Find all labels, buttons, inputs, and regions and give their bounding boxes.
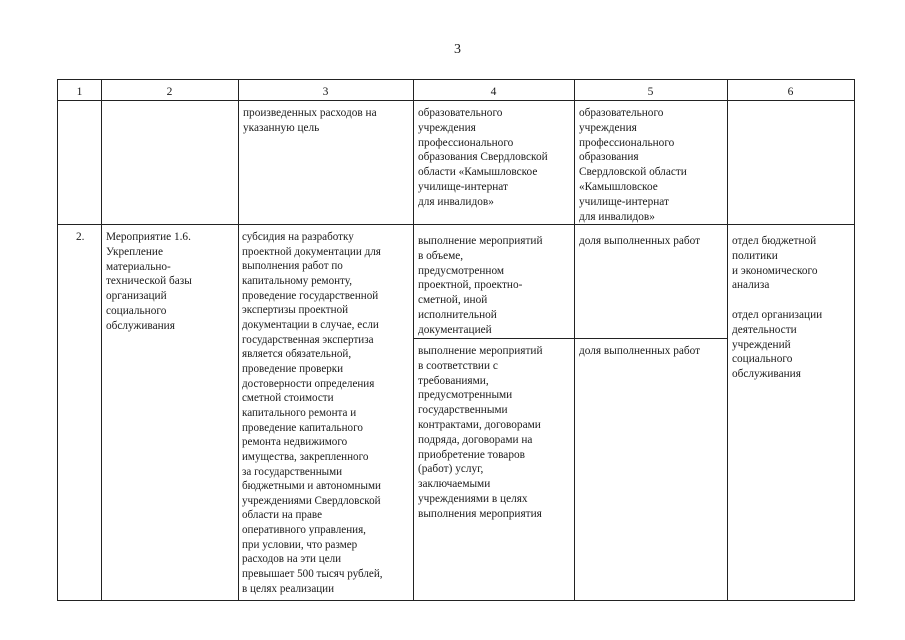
row2-col5b-text: доля выполненных работ [579,345,701,357]
column-header-3: 3 [322,86,329,98]
row2-col5a-text: доля выполненных работ [579,235,701,247]
row2-col3-text: субсидия на разработку проектной документации для выполнения работ по капитальному ремонту, проведение государственной экспертизы проектной документации в случае, если государственная экспертиза является обязательной, проведение проверки достоверности определения сметной стоимости капитального ремонта и проведение капитального ремонта недвижимого имущества, закрепленного за государственными бюджетными и автономными учреждениями Свердловской области на праве оперативного управления, при условии, что размер расходов на эти цели превышает 500 тысяч рублей, в целях реализации [242,231,383,595]
page-number: 3 [454,42,461,57]
column-divider [413,80,414,600]
column-header-6: 6 [787,86,794,98]
column-divider [727,80,728,600]
row1-col3-text: произведенных расходов на указанную цель [243,107,377,134]
row2-col4b-text: выполнение мероприятий в соответствии с требованиями, предусмотренными государственными контрактами, договорами подряда, договорами на приобретение товаров (работ) услуг, заключаемыми учреждениями в целях выполнения мероприятия [418,345,543,520]
row-divider [58,224,854,225]
row1-col4-text: образовательного учреждения профессионального образования Свердловской области «Камышловское училище-интернат для инвалидов» [418,107,548,208]
column-divider [101,80,102,600]
column-divider [574,80,575,600]
column-header-4: 4 [490,86,497,98]
column-header-1: 1 [76,86,83,98]
column-header-5: 5 [647,86,654,98]
document-table [57,79,855,601]
row2-number: 2. [76,231,85,243]
column-divider [238,80,239,600]
row2-measure-name: Мероприятие 1.6. Укрепление материально- технической базы организаций социального обслуживания [106,231,192,332]
column-header-2: 2 [166,86,173,98]
row2-col4a-text: выполнение мероприятий в объеме, предусмотренном проектной, проектно- сметной, иной исполнительной документацией [418,235,543,336]
header-divider [58,100,854,101]
row2-col6-text: отдел бюджетной политики и экономического анализа отдел организации деятельности учреждений социального обслуживания [732,235,823,381]
row1-col5-text: образовательного учреждения профессионального образования Свердловской области «Камышловское училище-интернат для инвалидов» [579,107,687,223]
subrow-divider [413,338,727,339]
